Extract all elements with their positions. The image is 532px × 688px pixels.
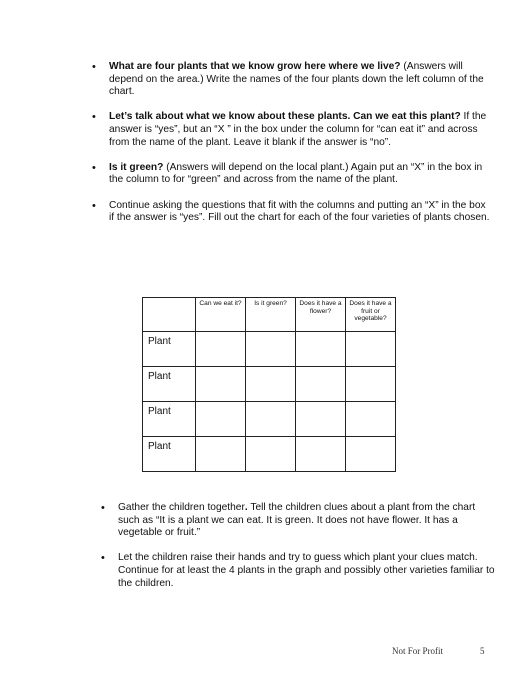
- row-label: Plant: [143, 437, 196, 472]
- header-cell-empty: [143, 298, 196, 332]
- question-text: What are four plants that we know grow here where we live?: [109, 61, 401, 72]
- chart-cell: [246, 402, 296, 437]
- row-label: Plant: [143, 367, 196, 402]
- chart-cell: [196, 402, 246, 437]
- instruction-text: Let the children raise their hands and try to guess which plant your clues match. Continue for at least the 4 plants in the graph and possibly other varieties familiar to the children.: [118, 552, 495, 589]
- list-item: [92, 111, 492, 149]
- row-label: Plant: [143, 402, 196, 437]
- question-text: Is it green?: [109, 161, 164, 173]
- chart-cell: [246, 437, 296, 472]
- instruction-text: (Answers will depend on the area.) Write the names of the four plants down the left column of the chart.: [109, 61, 484, 98]
- header-cell-flower: Does it have a flower?: [296, 298, 346, 332]
- instruction-text: If the answer is “yes”, but an “X ” in the box under the column for “can eat it” and across from the name of the plant. Leave it blank if the answer is “no”.: [109, 111, 487, 148]
- bold-period: .: [244, 502, 248, 513]
- table-row: [143, 367, 396, 402]
- header-cell-green: Is it green?: [246, 298, 296, 332]
- list-item: [92, 200, 492, 225]
- chart-cell: [196, 437, 246, 472]
- chart-cell: [296, 437, 346, 472]
- table-header-row: [143, 298, 396, 332]
- footer-text: Not For Profit: [392, 646, 444, 656]
- page-number: 5: [480, 646, 485, 656]
- list-item: [92, 61, 492, 99]
- chart-cell: [246, 332, 296, 367]
- chart-cell: [246, 367, 296, 402]
- chart-cell: [196, 332, 246, 367]
- instruction-list: [92, 61, 492, 237]
- chart-cell: [296, 332, 346, 367]
- list-item: [101, 552, 496, 590]
- instruction-text: Tell the children clues about a plant from the chart such as “It is a plant we can eat. It is green. It does not have flower. It has a vegetable or fruit.”: [118, 502, 476, 539]
- plant-chart: [142, 297, 396, 472]
- chart-cell: [346, 402, 396, 437]
- instruction-text: Gather the children together: [118, 502, 245, 513]
- table-row: [143, 402, 396, 437]
- list-item: [101, 502, 496, 540]
- row-label: Plant: [143, 332, 196, 367]
- instruction-text: Continue asking the questions that fit with the columns and putting an “X” in the box if the answer is “yes”. Fill out the chart for each of the four varieties of plants chosen.: [109, 199, 490, 224]
- chart-cell: [346, 367, 396, 402]
- table-row: [143, 332, 396, 367]
- list-item: [92, 162, 492, 187]
- instruction-text: (Answers will depend on the local plant.) Again put an “X” in the box in the column to for “green” and across from the name of the plant.: [109, 161, 483, 186]
- chart-cell: [346, 437, 396, 472]
- chart-cell: [346, 332, 396, 367]
- chart-cell: [296, 367, 346, 402]
- question-text: Let’s talk about what we know about these plants. Can we eat this plant?: [109, 111, 461, 123]
- activity-list: [101, 502, 496, 603]
- header-cell-fruit: Does it have a fruit or vegetable?: [346, 298, 396, 332]
- header-cell-eat: Can we eat it?: [196, 298, 246, 332]
- table-row: [143, 437, 396, 472]
- chart-cell: [196, 367, 246, 402]
- chart-cell: [296, 402, 346, 437]
